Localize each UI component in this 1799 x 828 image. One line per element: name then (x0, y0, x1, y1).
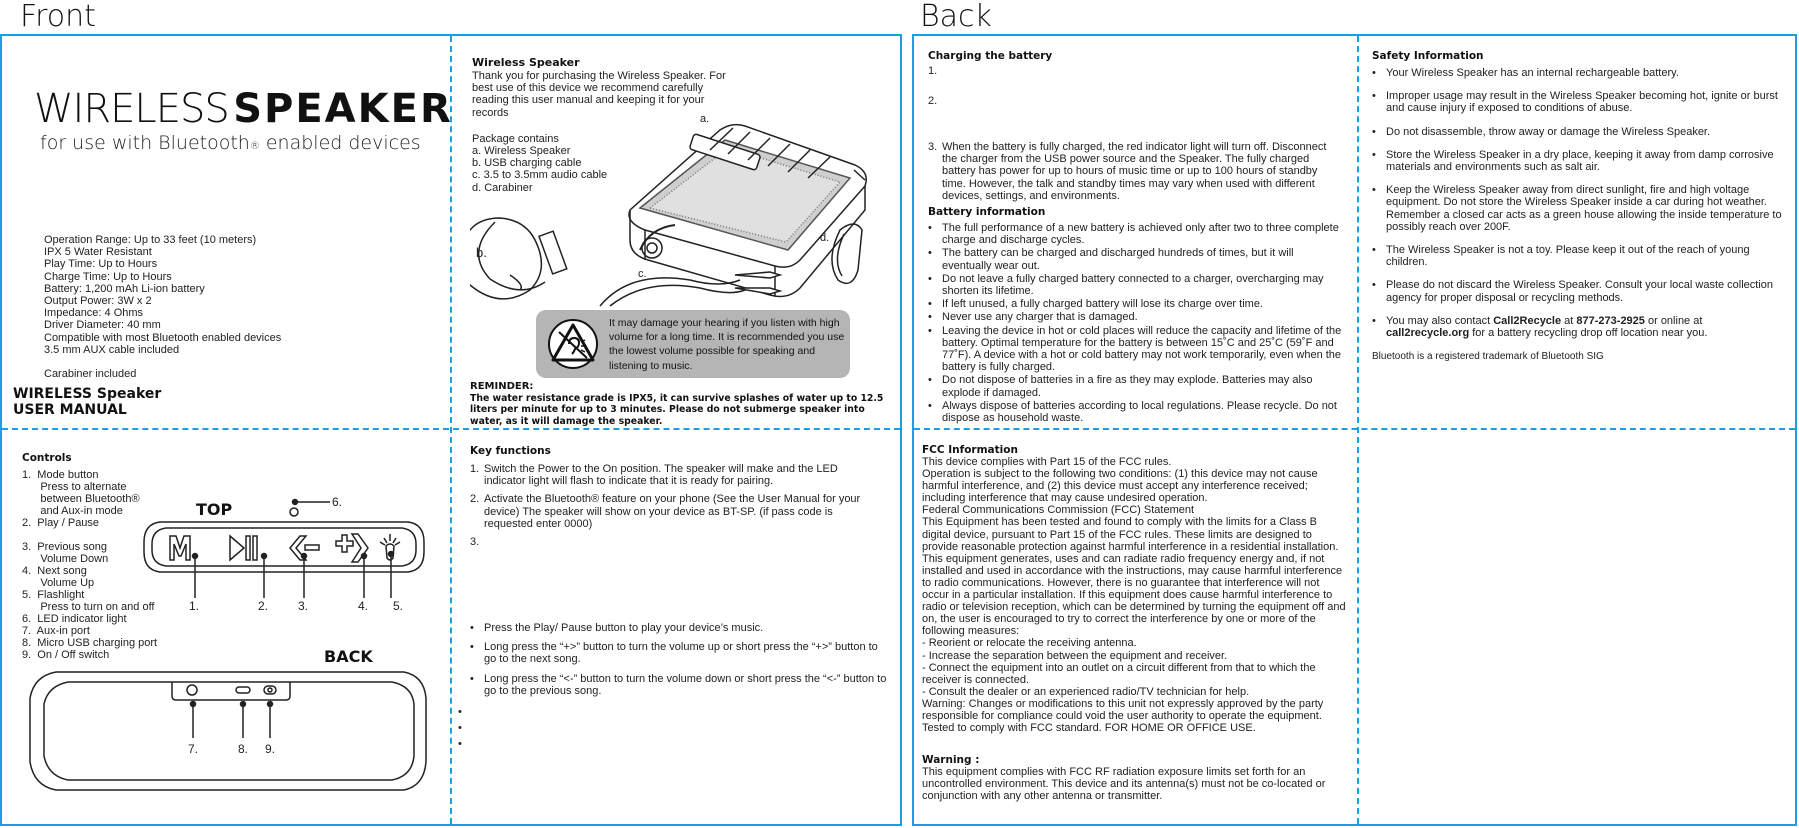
speaker-illustration (470, 110, 870, 310)
recycle-post: for a battery recycling drop off location near you. (1469, 327, 1708, 340)
package-item: a. Wireless Speaker (472, 145, 571, 158)
safety-item: • The Wireless Speaker is not a toy. Please keep it out of the reach of young children. (1372, 244, 1787, 268)
empty-bullet (458, 704, 498, 720)
intro-heading: Wireless Speaker (472, 56, 580, 69)
key-step-text: Activate the Bluetooth® feature on your phone (See the User Manual for your device) The speaker will show on your device as BT-SP. (if pass code is requested enter 0000) (484, 493, 861, 530)
charging-heading: Charging the battery (928, 50, 1053, 62)
controls-item: between Bluetooth® (22, 493, 140, 505)
controls-item: 1. Mode button (22, 469, 99, 481)
safety-item: • Keep the Wireless Speaker away from direct sunlight, fire and high voltage equipment. Do not store the Wireless Speaker inside a car during hot weather. Remember a closed car acts as a green house allowing the inside temperature to possibly reach over 200F. (1372, 184, 1787, 233)
charging-section (928, 50, 1343, 425)
top-number-1: 1. (189, 599, 200, 613)
recycle-site: call2recycle.org (1386, 327, 1470, 340)
front-fold-horizontal (2, 428, 900, 430)
battery-item: • Always dispose of batteries according to local regulations. Please recycle. Do not dispose as household waste. (928, 400, 1343, 424)
charging-step (928, 65, 1343, 77)
spec-line: Charge Time: Up to Hours (44, 270, 172, 283)
back-number-8: 8. (238, 742, 249, 756)
battery-list (928, 222, 1343, 424)
fcc-lines (922, 456, 1347, 734)
spec-line: Impedance: 4 Ohms (44, 307, 144, 320)
hearing-warning-text: It may damage your hearing if you listen with high volume for a long time. It is recommended you use the lowest volume possible for speaking and listening to music. (609, 317, 845, 372)
cover-title-bold: SPEAKER (233, 86, 453, 132)
back-number-7: 7. (188, 742, 199, 756)
key-functions-steps (470, 463, 880, 548)
cover-title-light: WIRELESS (34, 86, 229, 132)
back-fold-horizontal (914, 428, 1795, 430)
back-label: Back (920, 0, 992, 34)
controls-item: Press to alternate (22, 481, 127, 493)
recycle-item (1372, 315, 1787, 339)
spec-line: Driver Diameter: 40 mm (44, 319, 161, 332)
charging-step-number: 1. (928, 65, 938, 77)
fcc-line: Warning: Changes or modifications to this unit not expressly approved by the party responsible for compliance could void the user authority to operate the equipment. Tested to comply with FCC standard. FOR HOME OR OFFICE USE. (922, 697, 1324, 735)
safety-item: • Improper usage may result in the Wireless Speaker becoming hot, ignite or burst and cause injury if exposed to conditions of abuse. (1372, 90, 1787, 114)
cover-subtitle-reg: ® (249, 141, 260, 152)
key-step (470, 493, 880, 530)
key-bullet: • Press the Play/ Pause button to play your device’s music. (470, 622, 890, 634)
controls-item: 9. On / Off switch (22, 649, 110, 661)
package-item: d. Carabiner (472, 181, 533, 194)
fcc-line: Operation is subject to the following two conditions: (1) this device may not cause harmful interference, and (2) this device must accept any interference received; including interference that may cause undesired operation. (922, 468, 1318, 505)
recycle-pre: You may also contact (1386, 314, 1494, 327)
key-functions-bullets (470, 622, 890, 697)
back-fold-vertical (1357, 36, 1359, 824)
fcc-warning-body: This equipment complies with FCC RF radiation exposure limits set forth for an uncontrolled environment. This device and its antenna(s) must not be co-located or conjunction with any other antenna or transmitter. (922, 766, 1326, 803)
spec-line: Carabiner included (44, 368, 137, 381)
key-bullet: • Long press the “+>” button to turn the volume up or short press the “+>” button to go to the next song. (470, 641, 890, 665)
controls-item: 5. Flashlight (22, 589, 85, 601)
top-number-6: 6. (332, 495, 343, 509)
spec-line: Compatible with most Bluetooth enabled devices (44, 331, 282, 344)
controls-item: 8. Micro USB charging port (22, 637, 158, 649)
top-label: TOP (196, 500, 233, 519)
empty-bullets (458, 704, 498, 752)
recycle-mid2: or online at (1644, 314, 1703, 327)
controls-item: Press to turn on and off (22, 601, 155, 613)
battery-item: • If left unused, a fully charged battery will lose its charge over time. (928, 298, 1343, 310)
charging-steps (928, 65, 1343, 202)
callout-c: c. (638, 268, 647, 280)
key-functions-heading: Key functions (470, 445, 551, 457)
top-number-5: 5. (393, 599, 404, 613)
hearing-warning-box (536, 310, 850, 378)
spec-line: Play Time: Up to Hours (44, 258, 158, 271)
key-step-number: 3. (470, 536, 480, 549)
key-step-number: 1. (470, 463, 480, 475)
cover-subtitle (40, 132, 421, 154)
top-number-2: 2. (258, 599, 269, 613)
controls-item: 2. Play / Pause (22, 517, 100, 529)
callout-a: a. (700, 113, 710, 125)
battery-item: • Never use any charger that is damaged. (928, 311, 1343, 323)
spec-line: IPX 5 Water Resistant (44, 246, 152, 259)
battery-item: • Do not dispose of batteries in a fire as they may explode. Batteries may also explode if damaged. (928, 374, 1343, 398)
key-step (470, 463, 880, 487)
battery-item: • The full performance of a new battery is achieved only after two to three complete charge and discharge cycles. (928, 222, 1343, 246)
controls-item: 4. Next song (22, 565, 87, 577)
safety-item: • Your Wireless Speaker has an internal rechargeable battery. (1372, 67, 1787, 79)
charging-step (928, 141, 1343, 202)
manual-title-line2: USER MANUAL (13, 402, 127, 418)
callout-b: b. (476, 245, 487, 260)
fcc-line: - Reorient or relocate the receiving antenna. (922, 637, 1137, 650)
empty-bullet (458, 720, 498, 736)
battery-heading: Battery information (928, 206, 1046, 219)
safety-item: • Do not disassemble, throw away or damage the Wireless Speaker. (1372, 126, 1787, 138)
spec-line: Output Power: 3W x 2 (44, 295, 152, 308)
fcc-warning-heading: Warning : (922, 754, 980, 767)
spec-line (44, 356, 404, 368)
cover-subtitle-post: enabled devices (259, 132, 421, 154)
controls-item: 3. Previous song (22, 541, 107, 553)
recycle-org: Call2Recycle (1493, 314, 1562, 327)
recycle-phone: 877-273-2925 (1576, 314, 1645, 327)
front-label: Front (20, 0, 96, 34)
fcc-line: Federal Communications Commission (FCC) Statement (922, 504, 1195, 517)
fcc-line: This device complies with Part 15 of the FCC rules. (922, 456, 1172, 468)
controls-item: 6. LED indicator light (22, 613, 127, 625)
intro-body: Thank you for purchasing the Wireless Speaker. For best use of this device we recommend carefully reading this user manual and keeping it for your records (472, 70, 726, 119)
manual-title-line1: WIRELESS Speaker (13, 386, 162, 402)
charging-step-text: When the battery is fully charged, the red indicator light will turn off. Disconnect the charger from the USB power source and the Speaker. The fully charged battery has power for up to hours of music time or up to 100 hours of standby time. However, the talk and standby times may vary when used with different devices, settings, and environments. (942, 141, 1327, 202)
controls-item: 7. Aux-in port (22, 625, 90, 637)
safety-list (1372, 67, 1787, 304)
reminder-heading: REMINDER: (470, 381, 534, 392)
controls-item: and Aux-in mode (22, 505, 123, 517)
cover-subtitle-pre: for use with Bluetooth (40, 132, 250, 154)
safety-item: • Please do not discard the Wireless Speaker. Consult your local waste collection agency for proper disposal or recycling methods. (1372, 279, 1787, 303)
fcc-line: This Equipment has been tested and found to comply with the limits for a Class B digital device, pursuant to Part 15 of the FCC rules. These limits are designed to provide reasonable protection against harmful interference in a residential installation. This equipment generates, uses and can radiate radio frequency energy and, if not installed and used in accordance with the instructions, may cause harmful interference to radio communications. However, there is no guarantee that interference will not occur in a particular installation. If this equipment does cause harmful interference to radio or television reception, which can be determined by turning the equipment off and on, the user is encouraged to try to correct the interference by one or more of the following measures: (922, 516, 1346, 638)
battery-item: • Leaving the device in hot or cold places will reduce the capacity and lifetime of the battery. Optimal temperature for the battery is between 15˚C and 25˚C (59˚F and 77˚F). A device with a hot or cold battery may not work temporarily, even when the battery is fully charged. (928, 325, 1343, 374)
top-controls-diagram (140, 494, 430, 614)
back-number-9: 9. (265, 742, 276, 756)
fcc-heading: FCC Information (922, 444, 1018, 456)
key-step (470, 536, 880, 548)
manual-title (13, 386, 161, 418)
fcc-line: - Connect the equipment into an outlet on a circuit different from that to which the receiver is connected. (922, 661, 1316, 686)
fcc-line: - Increase the separation between the equipment and receiver. (922, 649, 1228, 662)
key-functions-section (470, 445, 890, 704)
charging-step-number: 2. (928, 95, 938, 107)
controls-item: Volume Up (22, 577, 95, 589)
charging-step-number: 3. (928, 141, 938, 153)
reminder (470, 381, 890, 427)
top-number-3: 3. (298, 599, 309, 613)
empty-bullet (458, 736, 498, 752)
spec-line: Battery: 1,200 mAh Li-ion battery (44, 282, 205, 295)
battery-item: • Do not leave a fully charged battery connected to a charger, overcharging may shorten its lifetime. (928, 273, 1343, 297)
reminder-body: The water resistance grade is IPX5, it can survive splashes of water up to 12.5 liters per minute for up to 3 minutes. Please do not submerge speaker into water, as it will damage the speaker. (470, 392, 884, 427)
callout-d: d. (820, 232, 830, 244)
package-item: c. 3.5 to 3.5mm audio cable (472, 169, 608, 182)
recycle-list (1372, 315, 1787, 339)
fcc-section (922, 444, 1347, 802)
fcc-line: - Consult the dealer or an experienced radio/TV technician for help. (922, 685, 1250, 698)
controls-item: Volume Down (22, 553, 109, 565)
hearing-warning-icon (547, 318, 599, 370)
safety-section (1372, 50, 1787, 363)
top-number-4: 4. (358, 599, 369, 613)
back-diagram-label: BACK (324, 647, 373, 666)
key-step-text: Switch the Power to the On position. The speaker will make and the LED indicator light will flash to indicate that it is ready for pairing. (484, 463, 838, 488)
charging-step (928, 95, 1343, 107)
recycle-mid1: at (1561, 314, 1577, 327)
safety-item: • Store the Wireless Speaker in a dry place, keeping it away from damp corrosive materials and environments such as salt air. (1372, 149, 1787, 173)
controls-heading: Controls (22, 452, 72, 464)
back-ports-diagram (24, 668, 434, 808)
spec-list (44, 234, 404, 380)
trademark-note: Bluetooth is a registered trademark of Bluetooth SIG (1372, 351, 1604, 363)
spec-line: 3.5 mm AUX cable included (44, 343, 180, 356)
front-fold-vertical (450, 36, 452, 824)
spec-line: Operation Range: Up to 33 feet (10 meters) (44, 234, 257, 246)
package-item: b. USB charging cable (472, 157, 582, 170)
key-bullet: • Long press the “<-” button to turn the volume down or short press the “<-” button to go to the previous song. (470, 673, 890, 697)
safety-heading: Safety Information (1372, 50, 1484, 62)
cover-title (34, 86, 453, 132)
battery-item: • The battery can be charged and discharged hundreds of times, but it will eventually wear out. (928, 247, 1343, 271)
key-step-number: 2. (470, 493, 480, 506)
package-heading: Package contains (472, 132, 559, 145)
